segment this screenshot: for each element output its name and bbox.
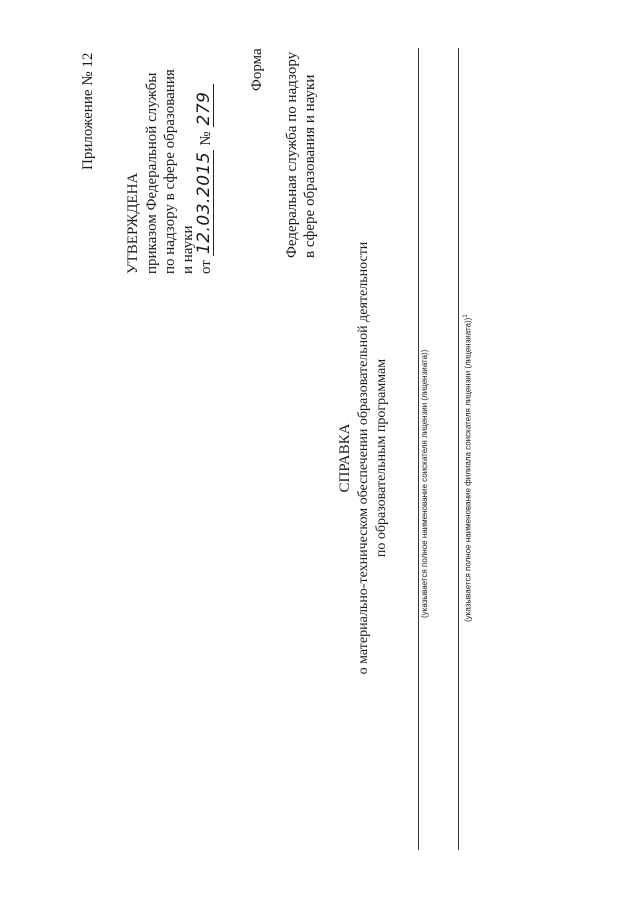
addressee-line: Федеральная служба по надзору	[284, 51, 300, 258]
date-prefix: от	[198, 260, 214, 274]
approval-order-line: по надзору в сфере образования	[162, 69, 178, 274]
approval-order-line: и науки	[180, 225, 196, 274]
approval-heading: УТВЕРЖДЕНА	[125, 172, 141, 274]
appendix-number: Приложение № 12	[80, 52, 96, 170]
footnote-marker: 1	[463, 314, 469, 318]
document-title-block	[338, 218, 389, 698]
licensee-name-field-line	[418, 48, 419, 850]
addressee-line: в сфере образования и науки	[302, 74, 318, 258]
form-label: Форма	[249, 48, 265, 91]
order-number-handwritten: 279	[196, 84, 214, 128]
order-date-handwritten: 12.03.2015	[194, 151, 214, 255]
approval-order-line: приказом Федеральной службы	[144, 72, 160, 274]
branch-name-caption	[463, 314, 473, 622]
document-title: СПРАВКА	[337, 423, 353, 493]
approval-date-line	[196, 84, 214, 274]
licensee-name-caption: (указывается полное наименование соискателя лицензии (лицензиата))	[420, 349, 429, 618]
document-subtitle: по образовательным программам	[374, 358, 389, 558]
document-subtitle: о материально-техническом обеспечении образовательной деятельности	[356, 241, 371, 675]
branch-caption-text: (указывается полное наименование филиала соискателя лицензии (лицензиата))	[463, 317, 473, 622]
number-prefix: №	[198, 131, 214, 146]
branch-name-field-line	[458, 48, 459, 850]
